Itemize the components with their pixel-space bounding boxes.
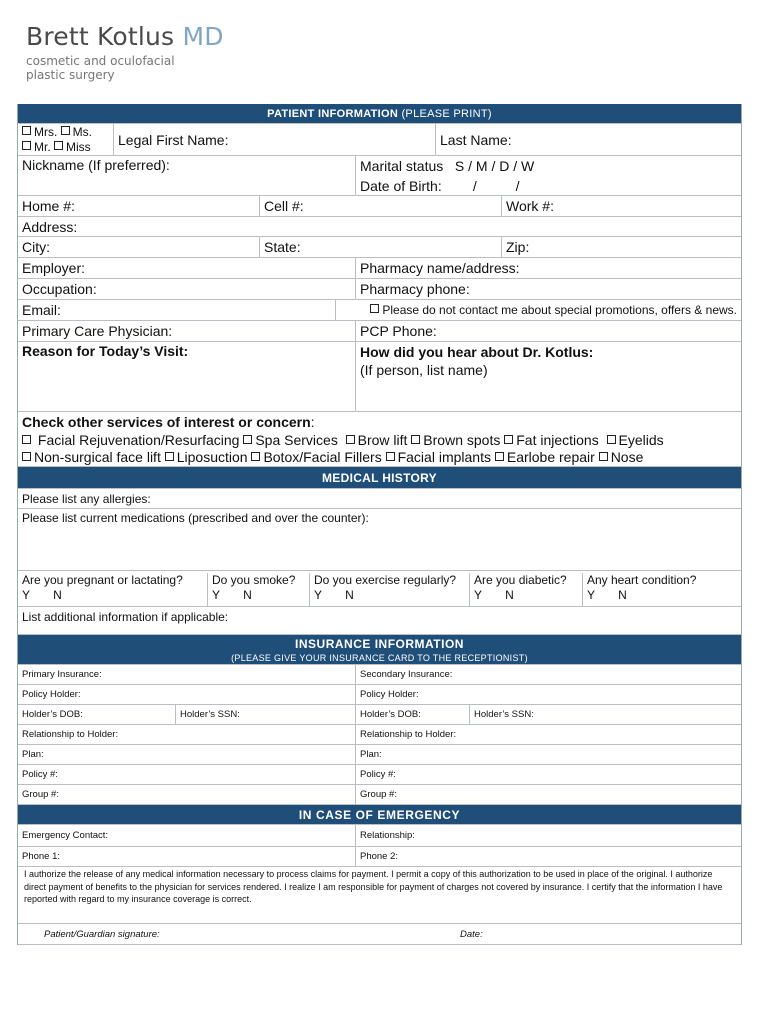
- last-name-field[interactable]: Last Name:: [440, 132, 512, 148]
- additional-info-row: [18, 607, 741, 635]
- plan-row: [18, 745, 741, 765]
- checkbox-icon[interactable]: [607, 435, 616, 444]
- occupation-field[interactable]: Occupation:: [18, 279, 356, 299]
- primary-group-number-field[interactable]: Group #:: [18, 785, 356, 804]
- state-field[interactable]: State:: [260, 237, 502, 257]
- checkbox-icon[interactable]: [346, 435, 355, 444]
- secondary-insurance-field[interactable]: Secondary Insurance:: [360, 669, 453, 680]
- checkbox-icon[interactable]: [165, 452, 174, 461]
- checkbox-icon[interactable]: [370, 304, 379, 313]
- secondary-policy-holder-field[interactable]: Policy Holder:: [360, 689, 419, 700]
- how-heard-sublabel: (If person, list name): [360, 362, 488, 378]
- primary-insurance-field[interactable]: Primary Insurance:: [18, 665, 356, 684]
- city-field[interactable]: City:: [18, 237, 260, 257]
- emergency-contact-field[interactable]: Emergency Contact:: [18, 825, 356, 846]
- how-heard-label: How did you hear about Dr. Kotlus:: [360, 344, 594, 360]
- medications-row: [18, 509, 741, 571]
- employer-row: [18, 258, 741, 279]
- emergency-relationship-field[interactable]: Relationship:: [360, 830, 415, 841]
- checkbox-icon[interactable]: [54, 141, 63, 150]
- email-row: [18, 300, 741, 321]
- insurance-header: INSURANCE INFORMATION (PLEASE GIVE YOUR INSURANCE CARD TO THE RECEPTIONIST): [18, 635, 741, 665]
- pharmacy-address-field[interactable]: Pharmacy name/address:: [360, 260, 520, 276]
- zip-field[interactable]: Zip:: [506, 239, 530, 255]
- emergency-phone2-field[interactable]: Phone 2:: [360, 851, 399, 862]
- allergies-field[interactable]: Please list any allergies:: [22, 492, 151, 506]
- logo-tagline: cosmetic and oculofacial plastic surgery: [26, 54, 175, 82]
- emergency-header: IN CASE OF EMERGENCY: [18, 805, 741, 825]
- date-field[interactable]: Date:: [460, 929, 483, 940]
- services-title: Check other services of interest or concern: [22, 414, 311, 430]
- checkbox-icon[interactable]: [243, 435, 252, 444]
- primary-policy-holder-field[interactable]: Policy Holder:: [18, 685, 356, 704]
- patient-form: [17, 104, 742, 945]
- primary-relationship-field[interactable]: Relationship to Holder:: [18, 725, 356, 744]
- legal-first-name-field[interactable]: Legal First Name:: [114, 124, 436, 155]
- pcp-phone-field[interactable]: PCP Phone:: [360, 323, 437, 339]
- checkbox-icon[interactable]: [386, 452, 395, 461]
- medications-field[interactable]: Please list current medications (prescribed and over the counter):: [22, 511, 369, 525]
- checkbox-icon[interactable]: [22, 435, 31, 444]
- marital-dob-block[interactable]: [356, 156, 741, 195]
- pharmacy-phone-field[interactable]: Pharmacy phone:: [360, 281, 470, 297]
- secondary-relationship-field[interactable]: Relationship to Holder:: [360, 729, 457, 740]
- checkbox-icon[interactable]: [22, 126, 31, 135]
- checkbox-icon[interactable]: [251, 452, 260, 461]
- emergency-contact-row: [18, 825, 741, 847]
- services-line-1: Facial Rejuvenation/Resurfacing Spa Services Brow lift Brown spots Fat injections Eyelids: [22, 432, 737, 450]
- services-row: [18, 412, 741, 467]
- address-row: [18, 217, 741, 237]
- emergency-phone-row: [18, 847, 741, 867]
- additional-info-field[interactable]: List additional information if applicable:: [22, 610, 229, 624]
- policy-holder-row: [18, 685, 741, 705]
- health-questions-row: [18, 571, 741, 607]
- authorization-text: I authorize the release of any medical information necessary to process claims for payment. I permit a copy of this authorization to be used in place of the original. I authorize direct payment of benefits to the physician for services rendered. I realize I am responsible for payment of charges not covered by insurance. I certify that the information I have reported with regard to my insurance coverage is correct.: [24, 869, 723, 904]
- logo: [26, 22, 224, 82]
- patient-info-header: PATIENT INFORMATION (PLEASE PRINT): [18, 104, 741, 124]
- group-number-row: [18, 785, 741, 805]
- primary-plan-field[interactable]: Plan:: [18, 745, 356, 764]
- pcp-field[interactable]: Primary Care Physician:: [18, 321, 356, 341]
- visit-row: [18, 342, 741, 412]
- allergies-row: [18, 489, 741, 509]
- checkbox-icon[interactable]: [411, 435, 420, 444]
- primary-holder-ssn-field[interactable]: Holder’s SSN:: [176, 705, 356, 724]
- holder-dob-ssn-row: [18, 705, 741, 725]
- phone-row: [18, 196, 741, 217]
- referral-field[interactable]: [356, 342, 741, 411]
- pregnant-question[interactable]: Are you pregnant or lactating? Y N: [18, 573, 208, 606]
- relationship-row: [18, 725, 741, 745]
- checkbox-icon[interactable]: [495, 452, 504, 461]
- name-row: [18, 124, 741, 156]
- secondary-holder-ssn-field[interactable]: Holder’s SSN:: [474, 709, 534, 720]
- secondary-group-number-field[interactable]: Group #:: [360, 789, 397, 800]
- pcp-row: [18, 321, 741, 342]
- secondary-holder-dob-field[interactable]: Holder’s DOB:: [356, 705, 470, 724]
- nickname-field[interactable]: Nickname (If preferred):: [18, 156, 356, 195]
- exercise-question[interactable]: Do you exercise regularly? Y N: [310, 573, 470, 606]
- work-phone-field[interactable]: Work #:: [506, 198, 554, 214]
- smoke-question[interactable]: Do you smoke? Y N: [208, 573, 310, 606]
- email-field[interactable]: Email:: [18, 300, 336, 320]
- nickname-row: [18, 156, 741, 196]
- checkbox-icon[interactable]: [22, 452, 31, 461]
- checkbox-icon[interactable]: [22, 141, 31, 150]
- title-checkboxes[interactable]: Mrs. Ms. Mr. Miss: [18, 124, 114, 155]
- reason-for-visit-field[interactable]: Reason for Today’s Visit:: [18, 342, 356, 411]
- policy-number-row: [18, 765, 741, 785]
- employer-field[interactable]: Employer:: [18, 258, 356, 278]
- logo-name: Brett Kotlus MD: [26, 22, 224, 51]
- home-phone-field[interactable]: Home #:: [18, 196, 260, 216]
- insurance-name-row: [18, 665, 741, 685]
- authorization-row: [18, 867, 741, 923]
- marital-status[interactable]: Marital status S / M / D / W: [360, 158, 535, 174]
- checkbox-icon[interactable]: [599, 452, 608, 461]
- services-block: Check other services of interest or concern: Facial Rejuvenation/Resurfacing Spa Services Brow lift Brown spots Fat injections Eyelids Non-surgical face lift Liposuction Botox/Facial Fillers Facial implants Earlobe repair Nose: [18, 412, 741, 466]
- checkbox-icon[interactable]: [504, 435, 513, 444]
- primary-holder-dob-field[interactable]: Holder’s DOB:: [18, 705, 176, 724]
- address-field[interactable]: Address:: [22, 219, 78, 235]
- cell-phone-field[interactable]: Cell #:: [260, 196, 502, 216]
- city-row: [18, 237, 741, 258]
- heart-question[interactable]: Any heart condition? Y N: [587, 573, 697, 602]
- checkbox-icon[interactable]: [61, 126, 70, 135]
- secondary-plan-field[interactable]: Plan:: [360, 749, 382, 760]
- emergency-phone1-field[interactable]: Phone 1:: [18, 847, 356, 866]
- primary-policy-number-field[interactable]: Policy #:: [18, 765, 356, 784]
- diabetic-question[interactable]: Are you diabetic? Y N: [470, 573, 583, 606]
- no-contact-option[interactable]: Please do not contact me about special promotions, offers & news.: [336, 300, 741, 320]
- medical-history-header: MEDICAL HISTORY: [18, 467, 741, 489]
- dob-field[interactable]: Date of Birth: / /: [360, 178, 520, 194]
- signature-row: [18, 923, 741, 945]
- services-line-2: Non-surgical face lift Liposuction Botox/Facial Fillers Facial implants Earlobe repair Nose: [22, 449, 737, 466]
- occupation-row: [18, 279, 741, 300]
- signature-field[interactable]: Patient/Guardian signature:: [44, 929, 160, 940]
- secondary-policy-number-field[interactable]: Policy #:: [360, 769, 396, 780]
